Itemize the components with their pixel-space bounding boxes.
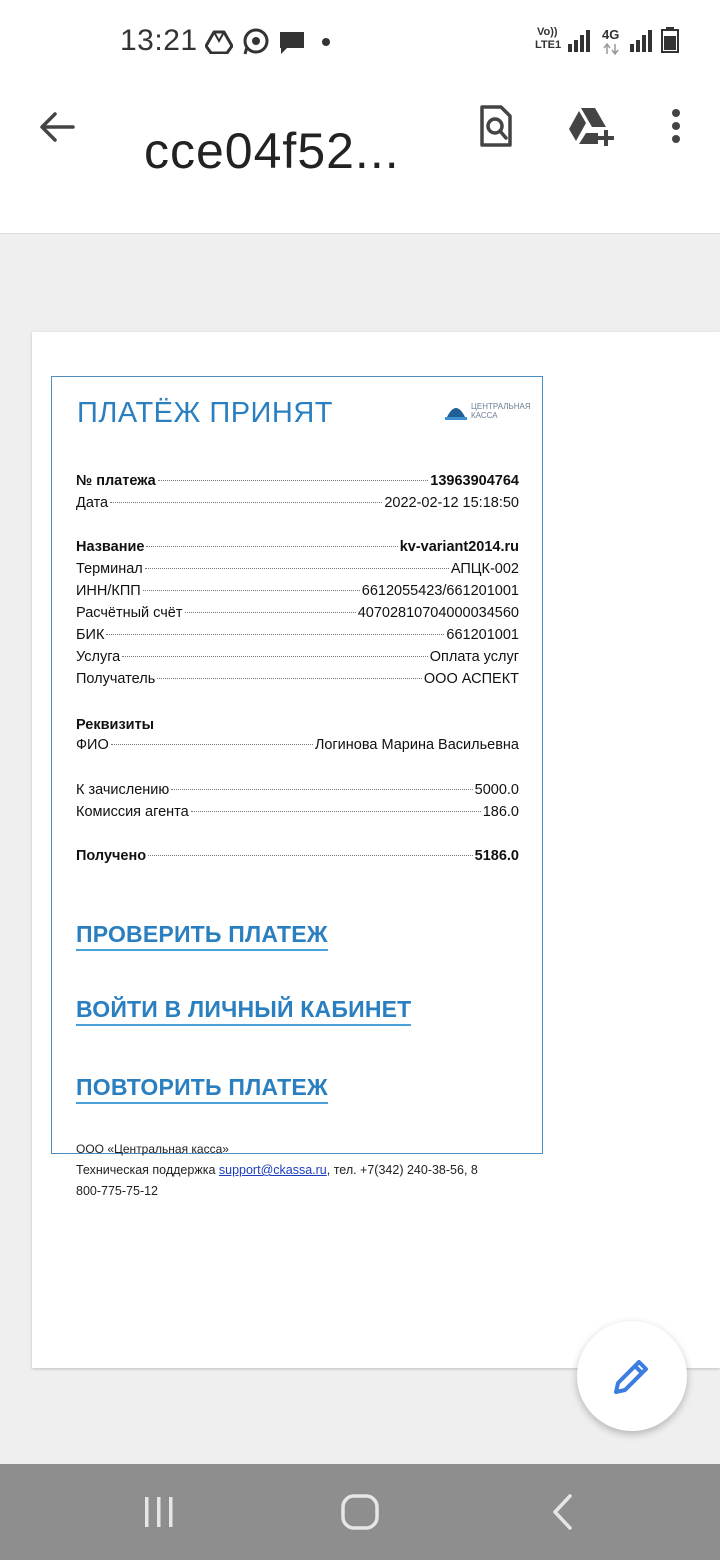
support-suffix: , тел. +7(342) 240-38-56, 8 [326,1163,478,1177]
more-options-button[interactable] [646,96,706,156]
support-email-link[interactable]: support@ckassa.ru [218,1163,327,1177]
data-arrows-icon [603,42,619,60]
name-row: Название kv-variant2014.ru [76,539,519,555]
payment-number-row: № платежа 13963904764 [76,473,519,489]
footer-company: ООО «Центральная касса» [76,1142,229,1156]
edit-fab-button[interactable] [577,1321,687,1431]
back-nav-button[interactable] [538,1488,586,1536]
status-bar [0,0,720,84]
message-icon [278,30,306,61]
support-prefix: Техническая поддержка [76,1163,219,1177]
drive-notification-icon [205,30,233,59]
more-vert-icon [670,108,682,144]
requisites-heading: Реквизиты [76,717,155,733]
receipt-frame [51,376,543,1154]
recipient-row: Получатель ООО АСПЕКТ [76,671,519,687]
terminal-row: Терминал АПЦК-002 [76,561,519,577]
back-button[interactable] [32,102,82,152]
back-icon [550,1494,574,1530]
document-page[interactable] [32,332,720,1368]
notification-dot [322,38,330,46]
footer-support [76,1163,478,1177]
recent-apps-button[interactable] [135,1488,183,1536]
received-row: Получено 5186.0 [76,848,519,864]
check-payment-link[interactable]: ПРОВЕРИТЬ ПЛАТЕЖ [76,921,328,951]
logo-text: ЦЕНТРАЛЬНАЯ КАССА [471,402,531,420]
4g-label: 4G [602,27,620,42]
system-nav-bar [0,1464,720,1560]
whatsapp-icon [242,28,270,61]
home-icon [340,1494,380,1530]
add-to-drive-button[interactable] [562,96,622,156]
bik-row: БИК 661201001 [76,627,519,643]
signal2-icon [630,30,654,57]
receipt-title: ПЛАТЁЖ ПРИНЯТ [77,397,333,429]
footer-phone: 800-775-75-12 [76,1184,159,1198]
home-button[interactable] [336,1488,384,1536]
credit-amount-row: К зачислению 5000.0 [76,782,519,798]
signal-icon [568,30,592,57]
find-in-page-button[interactable] [466,96,526,156]
document-title: cce04f52... [144,123,400,179]
service-row: Услуга Оплата услуг [76,649,519,665]
find-in-page-icon [479,105,513,147]
personal-cabinet-link[interactable]: ВОЙТИ В ЛИЧНЫЙ КАБИНЕТ [76,996,411,1026]
fio-row: ФИО Логинова Марина Васильевна [76,737,519,753]
inn-kpp-row: ИНН/КПП 6612055423/661201001 [76,583,519,599]
lte-label: LTE1 [535,39,562,51]
app-bar [0,84,720,234]
central-kassa-logo [445,399,535,429]
account-row: Расчётный счёт 40702810704000034560 [76,605,519,621]
status-time: 13:21 [120,24,198,57]
volte-label: Vo)) [537,26,558,38]
add-to-drive-icon [568,106,616,146]
repeat-payment-link[interactable]: ПОВТОРИТЬ ПЛАТЕЖ [76,1074,328,1104]
battery-icon [661,27,679,58]
recent-apps-icon [142,1496,176,1528]
date-row: Дата 2022-02-12 15:18:50 [76,495,519,511]
agent-fee-row: Комиссия агента 186.0 [76,804,519,820]
back-arrow-icon [39,111,75,143]
edit-pencil-icon [612,1356,652,1396]
